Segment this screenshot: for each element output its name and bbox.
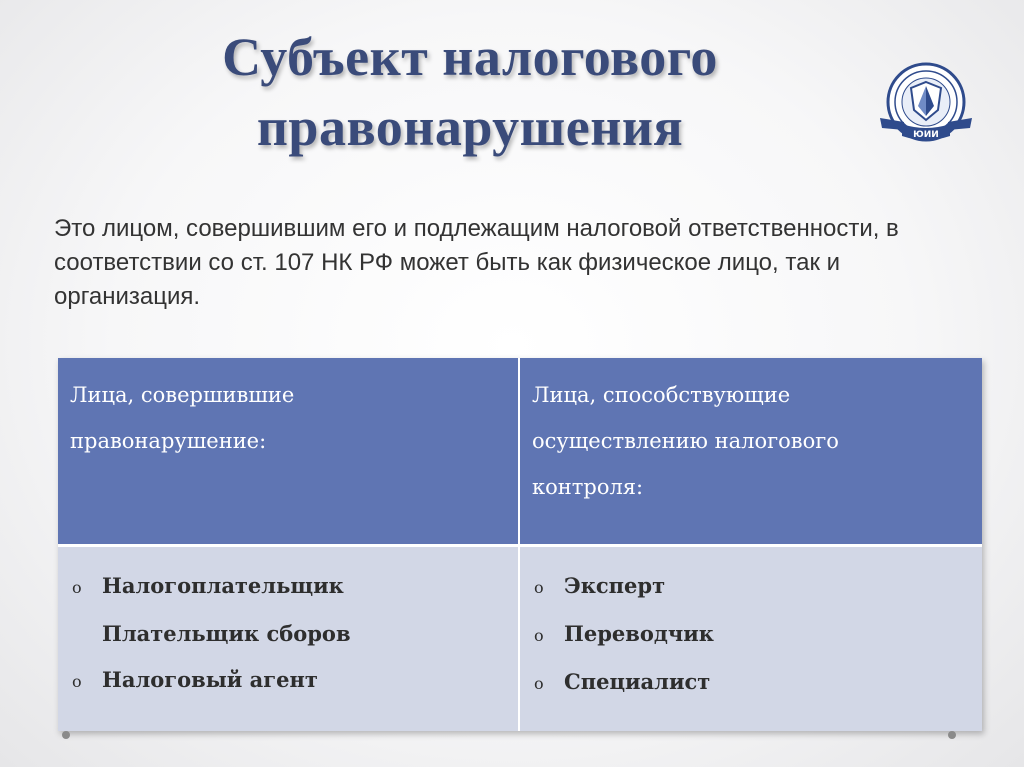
list-item-text: Налогоплательщик: [102, 573, 344, 598]
bullet-icon: o: [534, 578, 544, 597]
table-header-left-line1: Лица, совершившие: [70, 383, 295, 407]
decorative-dot-right: [948, 731, 956, 739]
table-header-left: [58, 358, 520, 544]
list-item-text: Налоговый агент: [102, 667, 318, 692]
list-item: [72, 563, 506, 611]
bullet-icon: o: [72, 672, 82, 691]
slide-title-line2: правонарушения: [256, 97, 684, 157]
list-item: [72, 657, 506, 705]
table-header-left-line2: правонарушение:: [70, 429, 267, 453]
list-item: [72, 611, 506, 657]
bullet-icon: o: [72, 578, 82, 597]
table-header-right-line2: осуществлению налогового: [532, 429, 839, 453]
table-header-right-line1: Лица, способствующие: [532, 383, 791, 407]
list-item-text: Переводчик: [564, 621, 714, 646]
table-header-right: [520, 358, 982, 544]
list-item: [534, 659, 970, 707]
list-item: [534, 563, 970, 611]
subjects-table: [58, 358, 982, 731]
list-item-text: Специалист: [564, 669, 711, 694]
table-cell-right: [520, 544, 982, 731]
decorative-dot-left: [62, 731, 70, 739]
bullet-icon: o: [534, 626, 544, 645]
logo-banner-text: ЮИИ: [913, 130, 939, 140]
list-item-text: Плательщик сборов: [102, 621, 351, 646]
list-item-text: Эксперт: [564, 573, 666, 598]
slide-title: [120, 22, 820, 162]
table-cell-left: [58, 544, 520, 731]
slide-title-line1: Субъект налогового: [222, 27, 718, 87]
list-item: [534, 611, 970, 659]
table-header-right-line3: контроля:: [532, 475, 644, 499]
bullet-icon: o: [534, 674, 544, 693]
university-emblem-icon: [874, 58, 978, 154]
intro-paragraph: Это лицом, совершившим его и подлежащим налоговой ответственности, в соответствии со ст. 107 НК РФ может быть как физическое лицо, так и организация.: [54, 215, 899, 310]
